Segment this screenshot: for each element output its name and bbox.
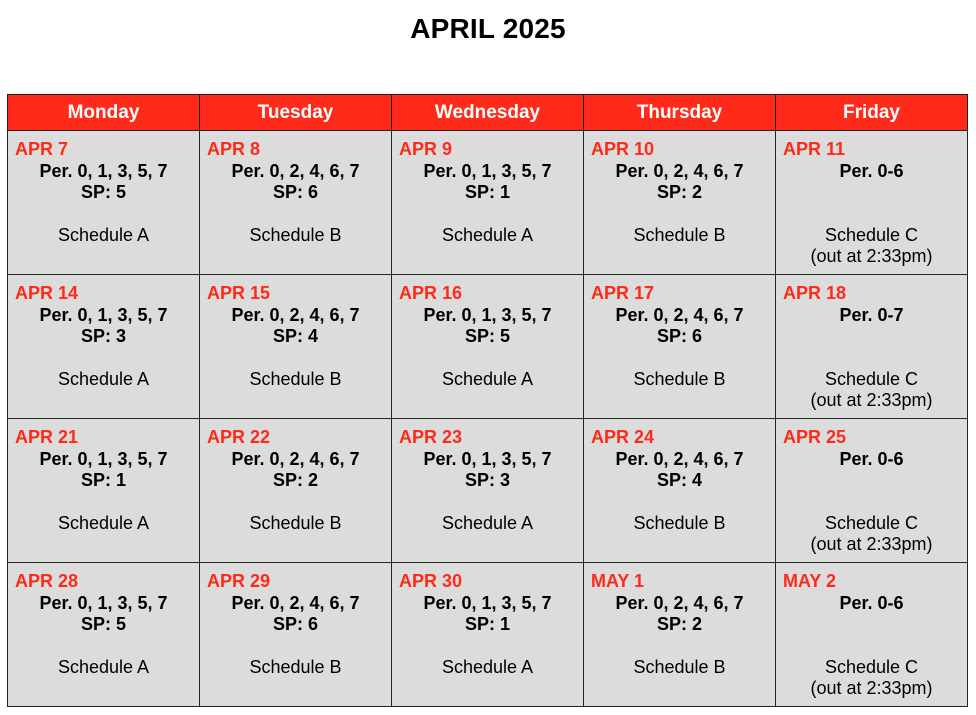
sp-text: SP: 4 [272,326,319,346]
day-date: APR 8 [207,139,261,159]
periods-text: Per. 0, 1, 3, 5, 7 [423,593,552,613]
schedule-text: Schedule C [824,657,919,677]
periods-text: Per. 0, 2, 4, 6, 7 [231,593,360,613]
day-cell-content [392,563,583,706]
sp-text: SP: 3 [464,470,511,490]
schedule-text: Schedule A [57,369,150,389]
day-date: APR 22 [207,427,271,447]
day-date: APR 29 [207,571,271,591]
sp-text: SP: 2 [656,614,703,634]
day-date: APR 10 [591,139,655,159]
periods-text: Per. 0, 1, 3, 5, 7 [39,449,168,469]
schedule-text: Schedule A [57,657,150,677]
day-cell-content [200,419,391,562]
periods-text: Per. 0, 1, 3, 5, 7 [39,161,168,181]
schedule-text: Schedule B [249,657,342,677]
day-cell [584,131,776,275]
calendar-table [7,94,968,707]
day-cell-content [8,131,199,274]
day-cell-content [584,419,775,562]
day-cell [200,275,392,419]
periods-text: Per. 0-6 [839,449,904,469]
schedule-text: Schedule B [249,513,342,533]
day-cell-content [200,131,391,274]
day-cell [200,419,392,563]
periods-text: Per. 0, 1, 3, 5, 7 [423,161,552,181]
day-cell-content [776,131,967,274]
periods-text: Per. 0-7 [839,305,904,325]
schedule-text: Schedule C [824,513,919,533]
day-cell [392,275,584,419]
week-row [8,131,968,275]
schedule-note: (out at 2:33pm) [810,246,933,266]
calendar-body [8,131,968,707]
day-cell-content [8,275,199,418]
day-header-friday: Friday [776,95,968,131]
day-date: APR 7 [15,139,69,159]
day-header-wednesday: Wednesday [392,95,584,131]
periods-text: Per. 0, 2, 4, 6, 7 [231,449,360,469]
periods-text: Per. 0, 1, 3, 5, 7 [423,305,552,325]
day-date: APR 14 [15,283,79,303]
day-cell [8,563,200,707]
day-cell-content [392,419,583,562]
week-row [8,275,968,419]
sp-text: SP: 6 [272,614,319,634]
sp-text: SP: 5 [80,182,127,202]
day-date: APR 16 [399,283,463,303]
day-cell-content [776,419,967,562]
day-date: MAY 1 [591,571,645,591]
day-date: APR 28 [15,571,79,591]
sp-text: SP: 5 [464,326,511,346]
schedule-text: Schedule B [633,513,726,533]
periods-text: Per. 0, 2, 4, 6, 7 [615,161,744,181]
schedule-text: Schedule A [441,225,534,245]
periods-text: Per. 0, 1, 3, 5, 7 [423,449,552,469]
schedule-text: Schedule B [633,225,726,245]
periods-text: Per. 0, 2, 4, 6, 7 [615,593,744,613]
day-cell-content [584,131,775,274]
sp-text: SP: 2 [656,182,703,202]
sp-text: SP: 5 [80,614,127,634]
day-date: APR 17 [591,283,655,303]
day-date: APR 24 [591,427,655,447]
schedule-text: Schedule B [249,369,342,389]
day-date: MAY 2 [783,571,837,591]
sp-text: SP: 6 [272,182,319,202]
day-cell [392,131,584,275]
week-row [8,419,968,563]
schedule-note: (out at 2:33pm) [810,534,933,554]
day-cell [8,131,200,275]
day-cell [392,419,584,563]
day-cell-content [776,563,967,706]
sp-text: SP: 6 [656,326,703,346]
day-cell-content [584,563,775,706]
sp-text: SP: 1 [80,470,127,490]
day-header-tuesday: Tuesday [200,95,392,131]
schedule-text: Schedule A [441,369,534,389]
day-cell [584,563,776,707]
schedule-text: Schedule A [57,225,150,245]
periods-text: Per. 0, 1, 3, 5, 7 [39,593,168,613]
day-date: APR 21 [15,427,79,447]
day-cell-content [392,275,583,418]
day-cell-content [8,419,199,562]
day-cell [776,131,968,275]
periods-text: Per. 0, 2, 4, 6, 7 [615,449,744,469]
day-date: APR 25 [783,427,847,447]
sp-text: SP: 4 [656,470,703,490]
schedule-text: Schedule B [633,657,726,677]
day-cell-content [8,563,199,706]
day-date: APR 11 [783,139,846,159]
periods-text: Per. 0-6 [839,593,904,613]
periods-text: Per. 0-6 [839,161,904,181]
day-date: APR 23 [399,427,463,447]
day-cell [8,419,200,563]
schedule-text: Schedule C [824,369,919,389]
schedule-note: (out at 2:33pm) [810,678,933,698]
schedule-text: Schedule A [57,513,150,533]
day-date: APR 15 [207,283,271,303]
day-cell [392,563,584,707]
periods-text: Per. 0, 1, 3, 5, 7 [39,305,168,325]
day-cell [200,563,392,707]
day-cell [776,419,968,563]
week-row [8,563,968,707]
page-title: APRIL 2025 [410,13,566,44]
schedule-text: Schedule B [633,369,726,389]
day-header-thursday: Thursday [584,95,776,131]
day-cell [776,275,968,419]
day-header-monday: Monday [8,95,200,131]
day-cell [776,563,968,707]
day-cell-content [200,275,391,418]
day-date: APR 30 [399,571,463,591]
schedule-text: Schedule C [824,225,919,245]
day-cell-content [392,131,583,274]
schedule-text: Schedule A [441,513,534,533]
periods-text: Per. 0, 2, 4, 6, 7 [615,305,744,325]
schedule-text: Schedule B [249,225,342,245]
day-cell-content [776,275,967,418]
schedule-note: (out at 2:33pm) [810,390,933,410]
day-cell [8,275,200,419]
sp-text: SP: 2 [272,470,319,490]
periods-text: Per. 0, 2, 4, 6, 7 [231,305,360,325]
sp-text: SP: 3 [80,326,127,346]
periods-text: Per. 0, 2, 4, 6, 7 [231,161,360,181]
day-cell-content [200,563,391,706]
day-date: APR 18 [783,283,847,303]
schedule-text: Schedule A [441,657,534,677]
sp-text: SP: 1 [464,182,511,202]
day-date: APR 9 [399,139,453,159]
day-header-row [8,95,968,131]
day-cell [584,275,776,419]
day-cell-content [584,275,775,418]
day-cell [584,419,776,563]
day-cell [200,131,392,275]
sp-text: SP: 1 [464,614,511,634]
